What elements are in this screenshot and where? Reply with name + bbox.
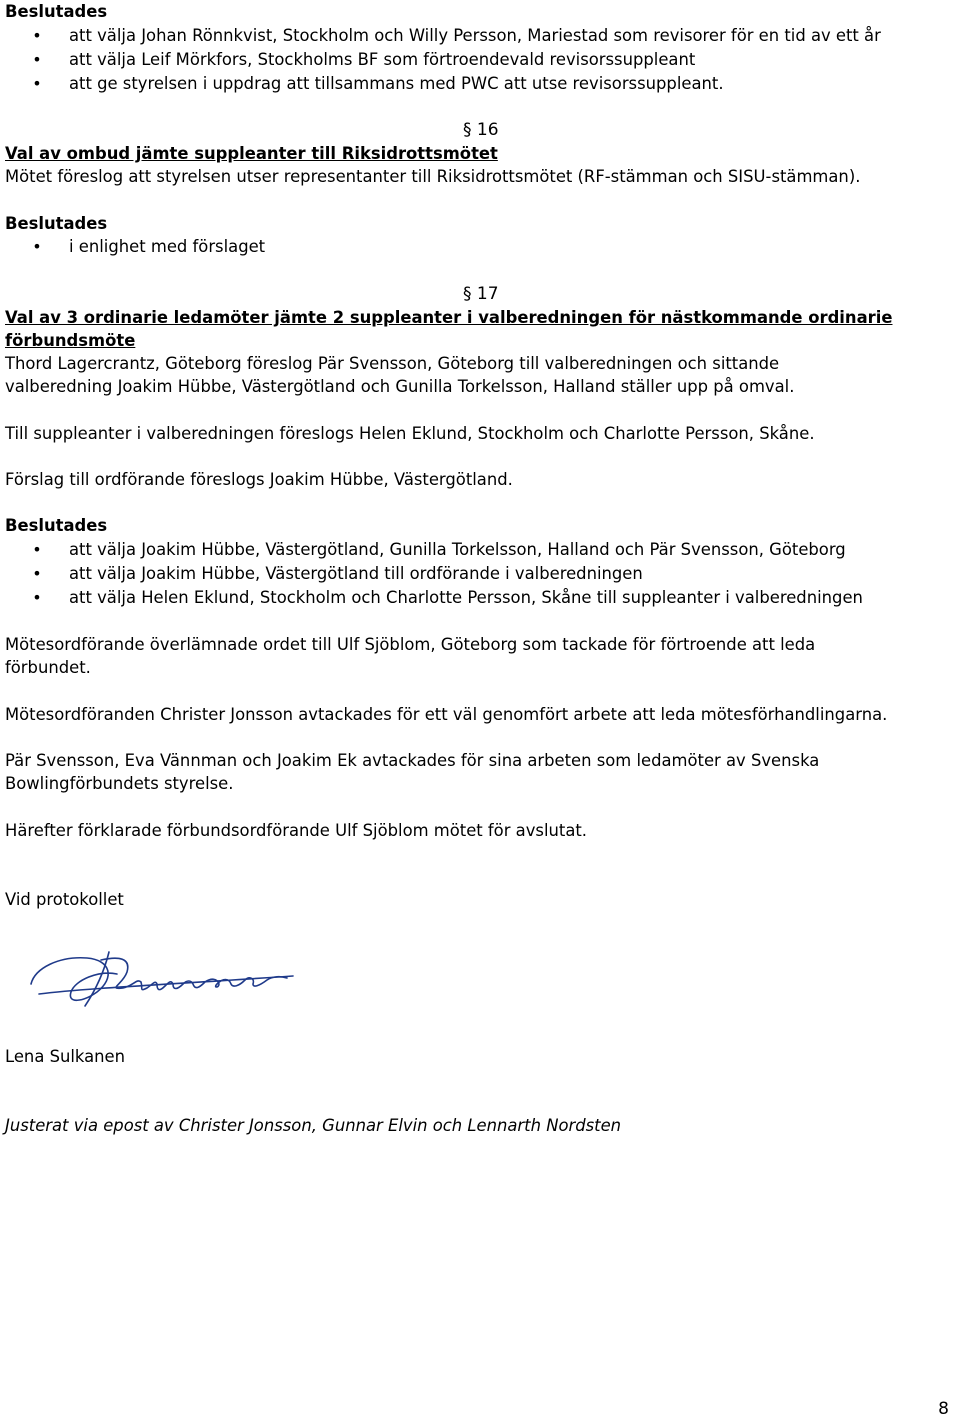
list-item: • att välja Joakim Hübbe, Västergötland till ordförande i valberedningen xyxy=(5,562,863,586)
signatory-name: Lena Sulkanen xyxy=(5,1047,126,1066)
justerat-note: Justerat via epost av Christer Jonsson, Gunnar Elvin och Lennarth Nordsten xyxy=(5,1116,622,1135)
decision-heading: Beslutades xyxy=(5,516,108,535)
bullet-icon: • xyxy=(32,237,42,256)
paragraph: Mötesordförande överlämnade ordet till Ulf Sjöblom, Göteborg som tackade för förtroende att leda xyxy=(5,635,816,654)
list-item: • att ge styrelsen i uppdrag att tillsammans med PWC att utse revisorssuppleant. xyxy=(5,72,881,96)
paragraph: Pär Svensson, Eva Vännman och Joakim Ek avtackades för sina arbeten som ledamöter av Svenska xyxy=(5,751,820,770)
bullet-icon: • xyxy=(32,26,42,45)
section-title: Val av 3 ordinarie ledamöter jämte 2 suppleanter i valberedningen för nästkommande ordinarie xyxy=(5,308,893,327)
list-item: • att välja Helen Eklund, Stockholm och Charlotte Persson, Skåne till suppleanter i valberedningen xyxy=(5,586,863,610)
document-page xyxy=(5,0,955,1421)
bullet-icon: • xyxy=(32,588,42,607)
list-item: • att välja Johan Rönnkvist, Stockholm och Willy Persson, Mariestad som revisorer för en tid av ett år xyxy=(5,24,881,48)
decision-list xyxy=(5,235,265,259)
bullet-icon: • xyxy=(32,564,42,583)
vid-protokollet: Vid protokollet xyxy=(5,890,124,909)
bullet-icon: • xyxy=(32,540,42,559)
section-text: Mötet föreslog att styrelsen utser representanter till Riksidrottsmötet (RF-stämman och SISU-stämman). xyxy=(5,167,861,186)
decision-list xyxy=(5,538,863,610)
section-number: § 16 xyxy=(463,120,499,140)
paragraph: Till suppleanter i valberedningen föreslogs Helen Eklund, Stockholm och Charlotte Persson, Skåne. xyxy=(5,424,815,443)
paragraph: Förslag till ordförande föreslogs Joakim Hübbe, Västergötland. xyxy=(5,470,513,489)
paragraph-cont: förbundet. xyxy=(5,658,91,677)
bullet-icon: • xyxy=(32,74,42,93)
signature-image xyxy=(27,948,297,1016)
section-title: Val av ombud jämte suppleanter till Riksidrottsmötet xyxy=(5,144,498,163)
paragraph-cont: Bowlingförbundets styrelse. xyxy=(5,774,234,793)
section-text-cont: valberedning Joakim Hübbe, Västergötland och Gunilla Torkelsson, Halland ställer upp på omval. xyxy=(5,377,795,396)
section-text: Thord Lagercrantz, Göteborg föreslog Pär Svensson, Göteborg till valberedningen och sittande xyxy=(5,354,780,373)
list-item: • i enlighet med förslaget xyxy=(5,235,265,259)
paragraph: Härefter förklarade förbundsordförande Ulf Sjöblom mötet för avslutat. xyxy=(5,821,587,840)
section-title-cont: förbundsmöte xyxy=(5,331,136,350)
bullet-icon: • xyxy=(32,50,42,69)
paragraph: Mötesordföranden Christer Jonsson avtackades för ett väl genomfört arbete att leda mötesförhandlingarna. xyxy=(5,705,888,724)
decision-heading: Beslutades xyxy=(5,2,108,21)
list-item: • att välja Joakim Hübbe, Västergötland, Gunilla Torkelsson, Halland och Pär Svensson, Göteborg xyxy=(5,538,863,562)
decision-heading: Beslutades xyxy=(5,214,108,233)
decision-list xyxy=(5,24,881,96)
section-number: § 17 xyxy=(463,284,499,304)
list-item: • att välja Leif Mörkfors, Stockholms BF som förtroendevald revisorssuppleant xyxy=(5,48,881,72)
page-number: 8 xyxy=(938,1399,949,1419)
